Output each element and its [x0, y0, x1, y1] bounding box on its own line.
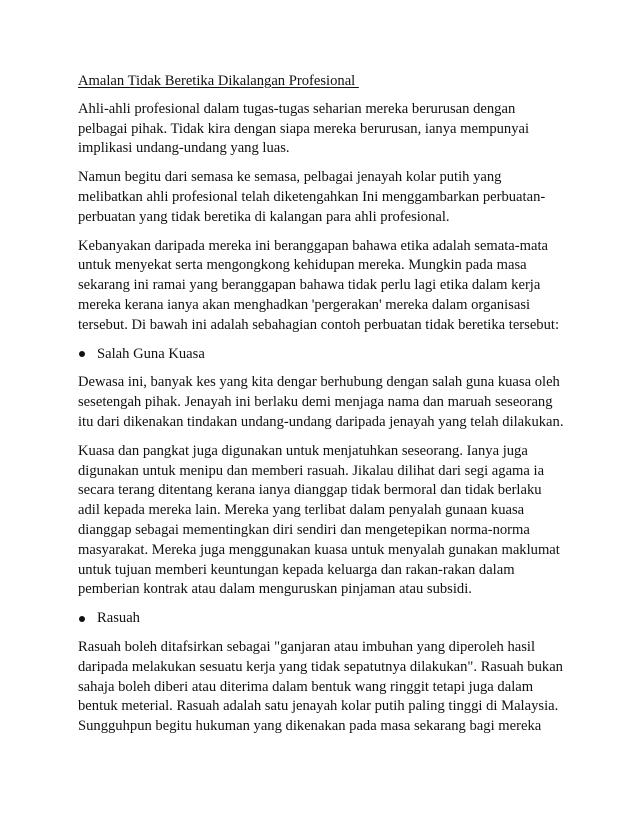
paragraph-line: Kuasa dan pangkat juga digunakan untuk menjatuhkan seseorang. Ianya juga — [78, 442, 528, 459]
intro-paragraphs — [78, 100, 568, 336]
bullet-icon — [79, 616, 85, 622]
paragraph-line: Kebanyakan daripada mereka ini beranggapan bahawa etika adalah semata-mata — [78, 237, 548, 254]
paragraph-line: Namun begitu dari semasa ke semasa, pelbagai jenayah kolar putih yang — [78, 169, 502, 186]
document-title: Amalan Tidak Beretika Dikalangan Profesional — [78, 73, 359, 89]
bullet-label: Rasuah — [97, 610, 140, 627]
paragraph-line: Sungguhpun begitu hukuman yang dikenakan pada masa sekarang bagi mereka — [78, 718, 542, 735]
paragraph-line: pemberian kontrak atau dalam menguruskan pinjaman atau subsidi. — [78, 581, 472, 598]
body-paragraph — [78, 100, 568, 159]
paragraph-line: pelbagai pihak. Tidak kira dengan siapa mereka berurusan, ianya mempunyai — [78, 120, 530, 137]
body-paragraph — [78, 237, 568, 336]
paragraph-line: sesetengah pihak. Jenayah ini berlaku demi menjaga nama dan maruah seseorang — [78, 394, 553, 411]
paragraph-line: masyarakat. Mereka juga menggunakan kuasa untuk menyalah gunakan maklumat — [78, 541, 560, 558]
body-paragraph — [78, 373, 568, 432]
paragraph-line: mereka kerana ianya akan menghadkan 'pergerakan' mereka dalam organisasi — [78, 296, 531, 313]
bullet-item-rasuah — [78, 609, 568, 629]
paragraph-line: untuk menyekat serta mengongkong kehidupan mereka. Mungkin pada masa — [78, 257, 527, 274]
paragraph-line: sahaja boleh diberi atau diterima dalam bentuk wang ringgit tetapi juga dalam — [78, 678, 534, 695]
paragraph-line: Rasuah boleh ditafsirkan sebagai "ganjaran atau imbuhan yang diperoleh hasil — [78, 638, 536, 655]
paragraph-line: melibatkan ahli profesional telah diketengahkan Ini menggambarkan perbuatan- — [78, 188, 546, 205]
paragraph-line: itu dari dikenakan tindakan undang-undang daripada jenayah yang telah dilakukan. — [78, 413, 564, 430]
paragraph-line: implikasi undang-undang yang luas. — [78, 140, 290, 157]
paragraph-line: tersebut. Di bawah ini adalah sebahagian contoh perbuatan tidak beretika tersebut: — [78, 316, 560, 333]
salah-guna-kuasa-paragraphs — [78, 373, 568, 600]
paragraph-line: dianggap sebagai mementingkan diri sendiri dan mengetepikan norma-norma — [78, 521, 530, 538]
body-paragraph — [78, 442, 568, 600]
paragraph-line: bentuk meterial. Rasuah adalah satu jenayah kolar putih paling tinggi di Malaysia. — [78, 698, 559, 715]
paragraph-line: adil kepada mereka lain. Mereka yang terlibat dalam penyalah gunaan kuasa — [78, 502, 525, 519]
paragraph-line: daripada melakukan sesuatu kerja yang tidak sepatutnya dilakukan". Rasuah bukan — [78, 658, 563, 675]
paragraph-line: digunakan untuk menipu dan memberi rasuah. Jikalau dilihat dari segi agama ia — [78, 462, 545, 479]
paragraph-line: Ahli-ahli profesional dalam tugas-tugas seharian mereka berurusan dengan — [78, 100, 516, 117]
bullet-label: Salah Guna Kuasa — [97, 345, 205, 362]
document-page — [78, 72, 568, 746]
body-paragraph — [78, 168, 568, 227]
paragraph-line: untuk tujuan memberi keuntungan kepada keluarga dan rakan-rakan dalam — [78, 561, 515, 578]
bullet-icon — [79, 351, 85, 357]
paragraph-line: sekarang ini ramai yang beranggapan bahawa tidak perlu lagi etika dalam kerja — [78, 277, 541, 294]
rasuah-paragraphs — [78, 638, 568, 737]
paragraph-line: secara terang ditentang kerana ianya dianggap tidak bermoral dan tidak berlaku — [78, 482, 542, 499]
paragraph-line: perbuatan yang tidak beretika di kalangan para ahli profesional. — [78, 208, 450, 225]
body-paragraph — [78, 638, 568, 737]
paragraph-line: Dewasa ini, banyak kes yang kita dengar berhubung dengan salah guna kuasa oleh — [78, 374, 560, 391]
bullet-item-salah-guna-kuasa — [78, 345, 568, 365]
